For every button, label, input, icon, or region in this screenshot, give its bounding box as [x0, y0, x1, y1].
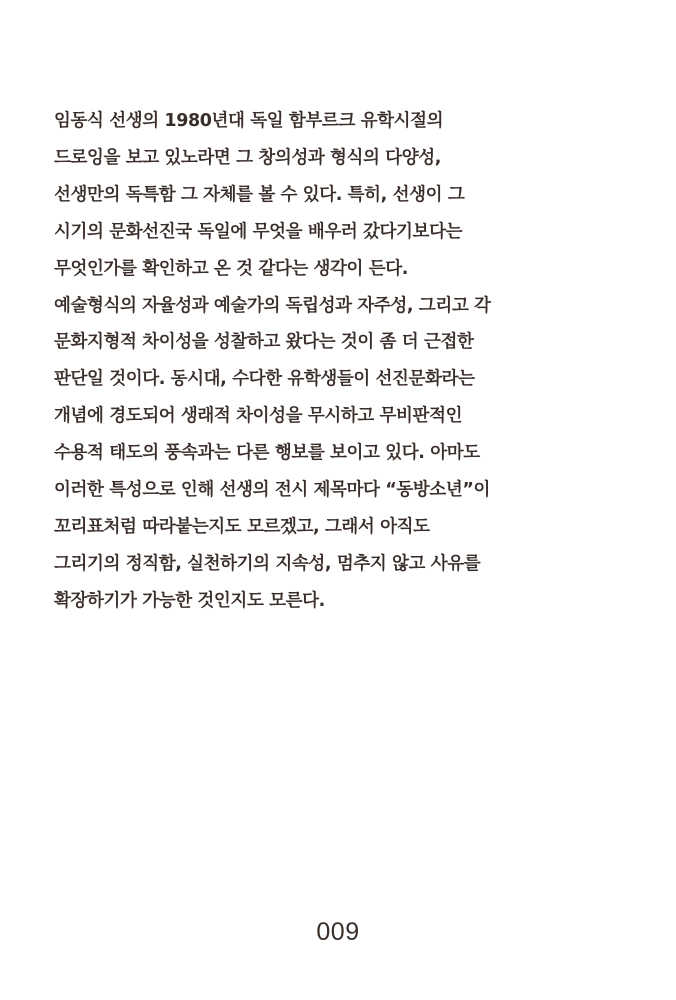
text-line: 판단일 것이다. 동시대, 수다한 유학생들이 선진문화라는 — [54, 369, 475, 390]
text-line: 드로잉을 보고 있노라면 그 창의성과 형식의 다양성, — [54, 147, 442, 168]
text-line: 시기의 문화선진국 독일에 무엇을 배우러 갔다기보다는 — [54, 221, 463, 242]
text-line: 임동식 선생의 1980년대 독일 함부르크 유학시절의 — [54, 111, 444, 131]
text-line: 선생만의 독특함 그 자체를 볼 수 있다. 특히, 선생이 그 — [54, 184, 465, 205]
text-line: 이러한 특성으로 인해 선생의 전시 제목마다 “동방소년”이 — [54, 480, 490, 501]
text-line: 그리기의 정직함, 실천하기의 지속성, 멈추지 않고 사유를 — [54, 553, 481, 574]
text-line: 무엇인가를 확인하고 온 것 같다는 생각이 든다. — [54, 258, 408, 279]
text-line: 문화지형적 차이성을 성찰하고 왔다는 것이 좀 더 근접한 — [54, 332, 474, 353]
body-text — [54, 103, 644, 620]
text-line: 확장하기가 가능한 것인지도 모른다. — [54, 590, 325, 611]
page-number: 009 — [316, 918, 360, 946]
text-line: 꼬리표처럼 따라붙는지도 모르겠고, 그래서 아직도 — [54, 516, 430, 537]
text-line: 수용적 태도의 풍속과는 다른 행보를 보이고 있다. 아마도 — [54, 443, 480, 464]
text-line: 예술형식의 자율성과 예술가의 독립성과 자주성, 그리고 각 — [54, 295, 491, 316]
text-line: 개념에 경도되어 생래적 차이성을 무시하고 무비판적인 — [54, 406, 463, 427]
